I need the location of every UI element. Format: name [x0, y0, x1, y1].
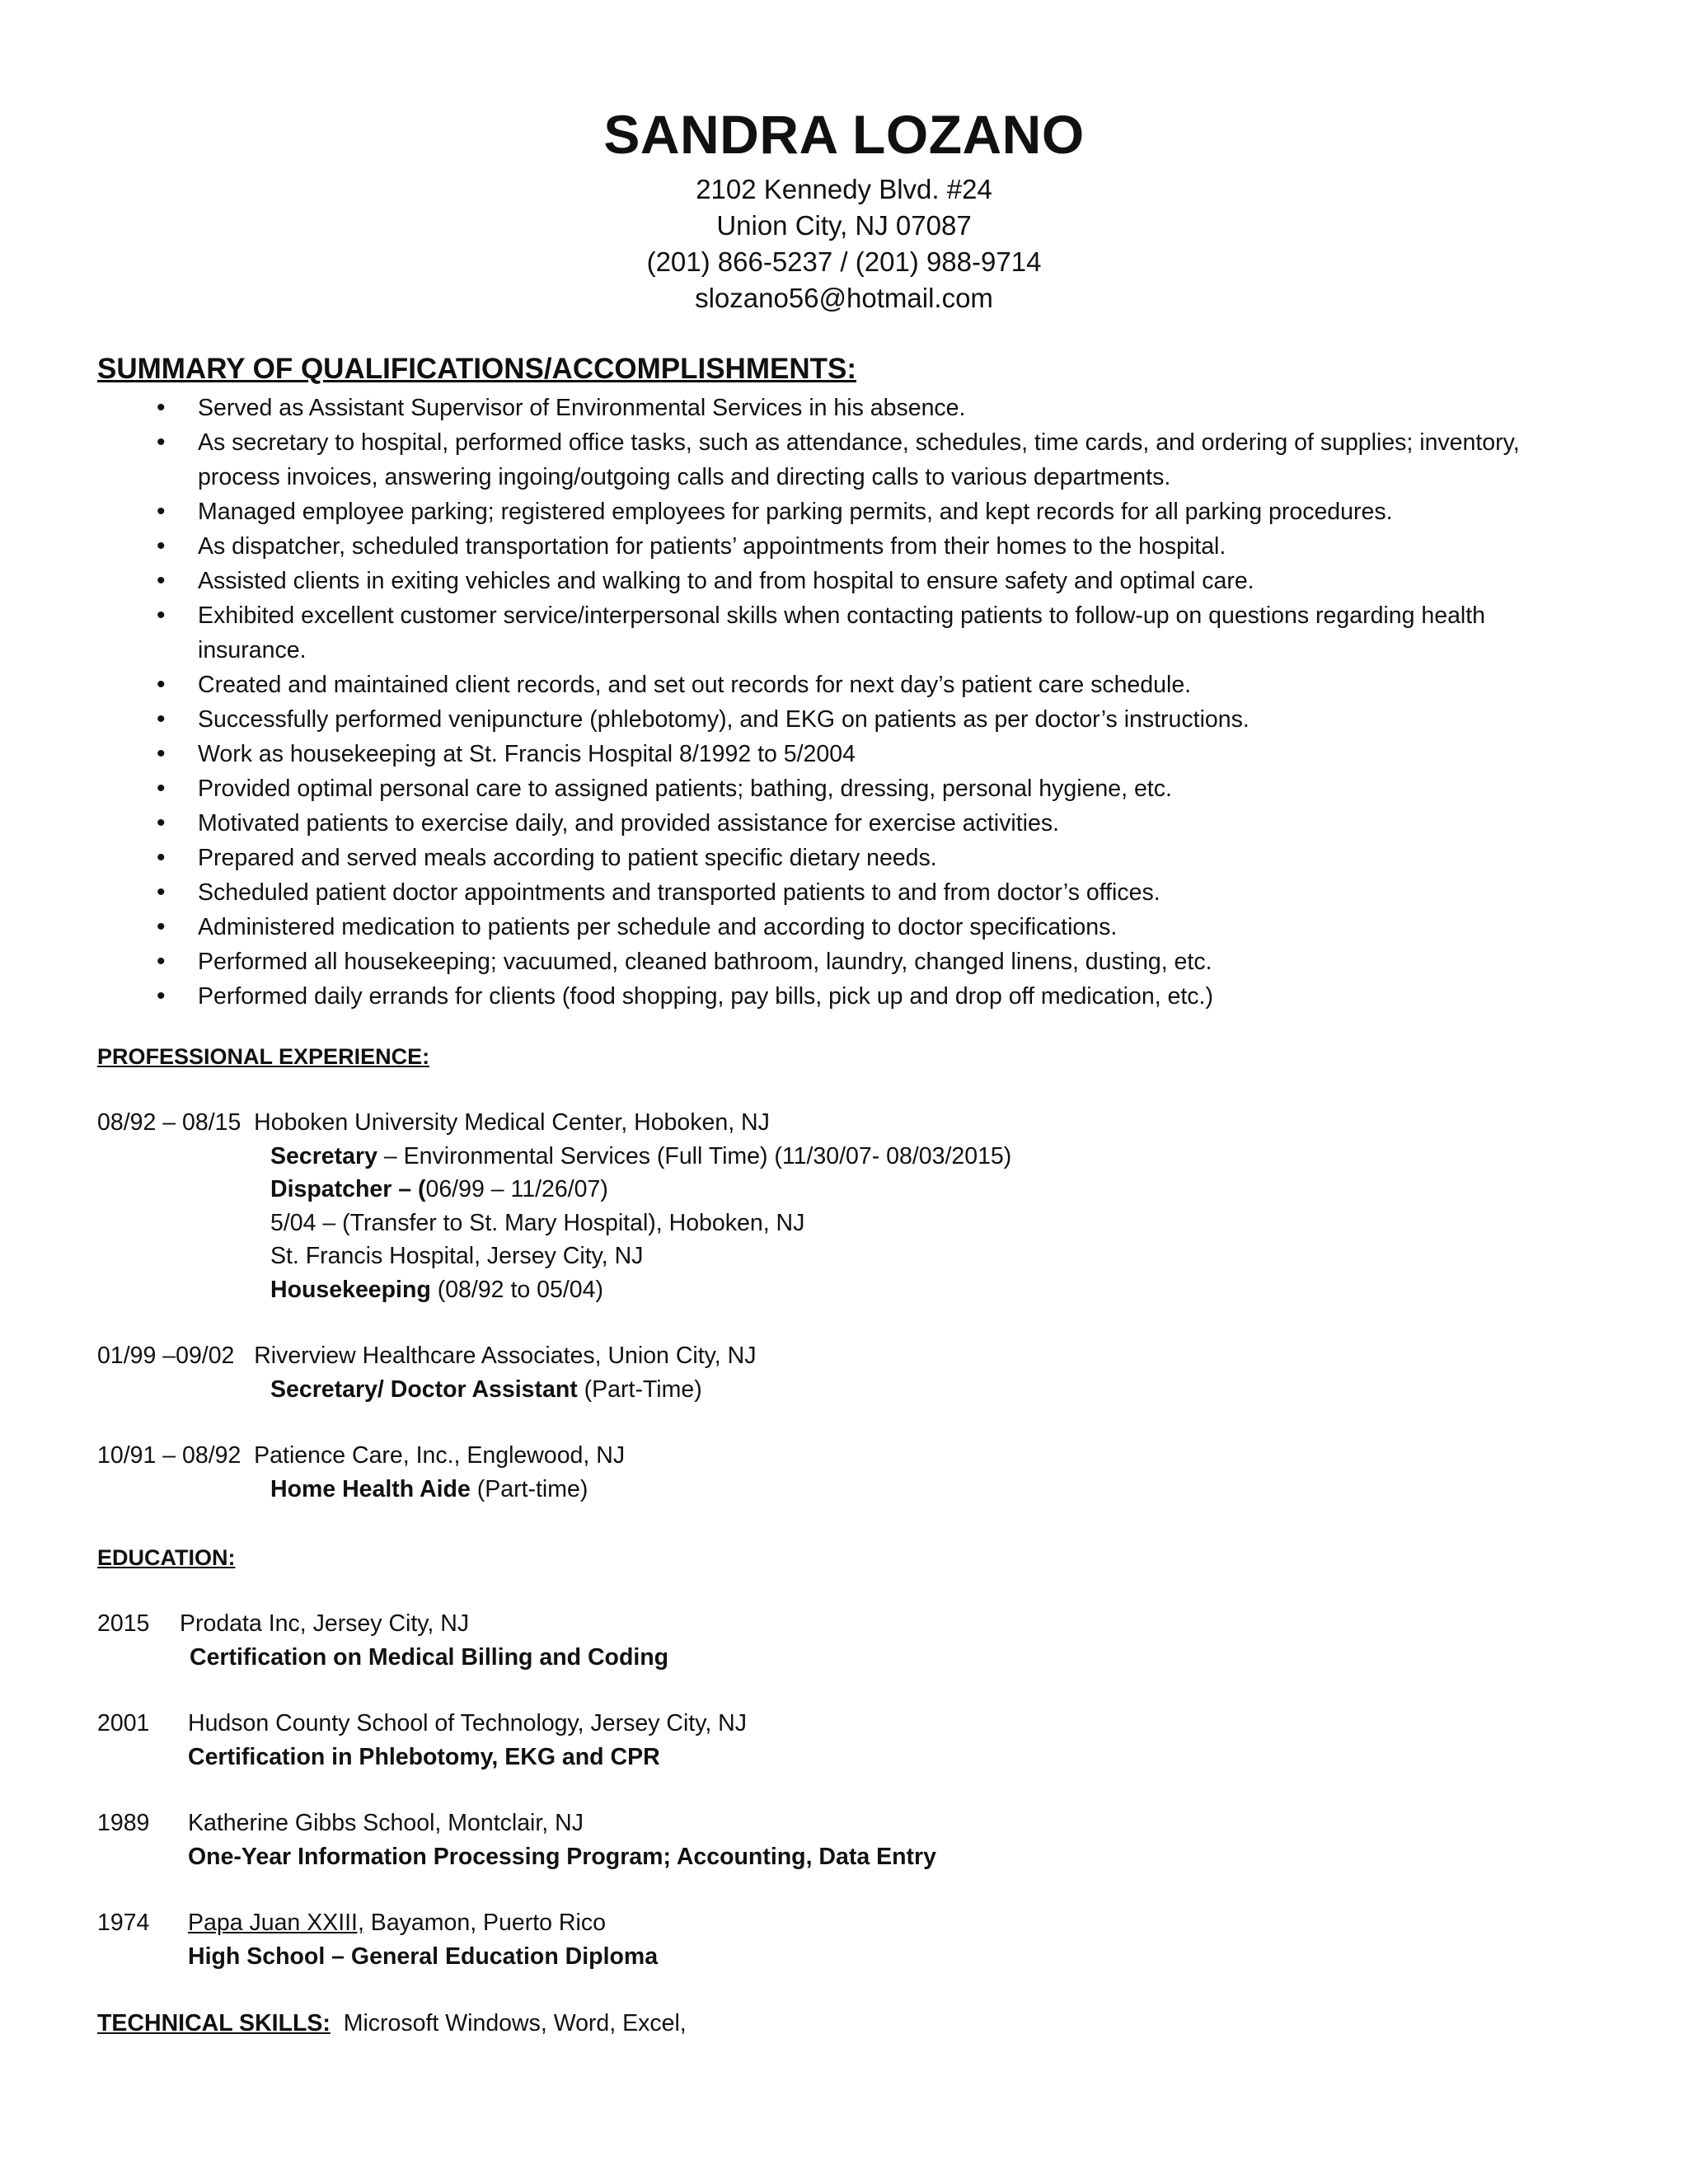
education-school: Papa Juan XXIII,: [188, 1910, 364, 1936]
education-year: 1974: [97, 1910, 150, 1936]
summary-list: [97, 391, 1597, 1014]
list-item: • Exhibited excellent customer service/interpersonal skills when contacting patients to follow-up on questions regarding health insurance.: [97, 598, 1597, 668]
job-header: [97, 1339, 1597, 1373]
job-riverview: [97, 1339, 1597, 1406]
job-title: Housekeeping: [270, 1276, 431, 1303]
list-item: • Assisted clients in exiting vehicles and walking to and from hospital to ensure safety and optimal care.: [97, 564, 1597, 598]
education-year: 1989: [97, 1810, 150, 1836]
email-address: slozano56@hotmail.com: [695, 283, 993, 313]
candidate-name: SANDRA LOZANO: [603, 104, 1085, 165]
job-title-detail: (Part-Time): [577, 1376, 702, 1403]
education-school: Hudson County School of Technology, Jersey City, NJ: [188, 1710, 748, 1736]
education-section: [97, 1541, 1597, 1973]
education-entry: [97, 1906, 1597, 1973]
list-item: • As secretary to hospital, performed office tasks, such as attendance, schedules, time cards, and ordering of supplies; inventory, process invoices, answering ingoing/outgoing calls and directing calls to various departments.: [97, 425, 1597, 494]
list-item: • Prepared and served meals according to patient specific dietary needs.: [97, 841, 1597, 875]
job-title-detail: – Environmental Services (Full Time) (11/30/07- 08/03/2015): [377, 1142, 1012, 1169]
job-location-line: St. Francis Hospital, Jersey City, NJ: [270, 1243, 644, 1269]
summary-heading: SUMMARY OF QUALIFICATIONS/ACCOMPLISHMENTS:: [97, 353, 856, 385]
experience-section: [97, 1040, 1597, 1506]
job-title-detail: 06/99 – 11/26/07): [425, 1176, 608, 1202]
job-title-line: [97, 1173, 1597, 1207]
education-entry: [97, 1607, 1597, 1674]
job-title-line: [97, 1373, 1597, 1407]
list-item: • Provided optimal personal care to assigned patients; bathing, dressing, personal hygiene, etc.: [97, 771, 1597, 806]
summary-section: [97, 349, 1597, 1014]
job-title-detail: (Part-time): [470, 1475, 588, 1502]
education-program: Certification on Medical Billing and Coding: [190, 1643, 669, 1671]
list-item: • Administered medication to patients per schedule and according to doctor specifications.: [97, 910, 1597, 944]
phone-numbers: (201) 866-5237 / (201) 988-9714: [646, 246, 1042, 277]
job-title: Secretary/ Doctor Assistant: [270, 1376, 578, 1403]
job-header: [97, 1106, 1597, 1140]
education-program: High School – General Education Diploma: [188, 1943, 659, 1970]
address-line-1: 2102 Kennedy Blvd. #24: [696, 174, 992, 204]
job-patience-care: [97, 1439, 1597, 1506]
education-year: 2015: [97, 1610, 150, 1637]
job-title: Home Health Aide: [270, 1475, 471, 1502]
education-entry: [97, 1807, 1597, 1873]
technical-skills-section: [97, 2007, 1597, 2040]
list-item: • Motivated patients to exercise daily, and provided assistance for exercise activities.: [97, 806, 1597, 841]
list-item: • Scheduled patient doctor appointments and transported patients to and from doctor’s offices.: [97, 875, 1597, 910]
resume-header: [0, 97, 1688, 316]
education-school-location: Bayamon, Puerto Rico: [363, 1910, 606, 1936]
address-line-2: Union City, NJ 07087: [716, 210, 972, 241]
list-item: • Managed employee parking; registered employees for parking permits, and kept records for all parking procedures.: [97, 494, 1597, 529]
education-program: Certification in Phlebotomy, EKG and CPR: [188, 1743, 660, 1770]
job-dates: 10/91 – 08/92: [97, 1442, 241, 1469]
job-title: Secretary: [270, 1142, 377, 1169]
job-title-line: [97, 1140, 1597, 1174]
job-employer: Patience Care, Inc., Englewood, NJ: [254, 1442, 626, 1469]
list-item: • Performed all housekeeping; vacuumed, cleaned bathroom, laundry, changed linens, dusting, etc.: [97, 944, 1597, 979]
education-entry: [97, 1707, 1597, 1774]
job-header: [97, 1439, 1597, 1473]
list-item: • Served as Assistant Supervisor of Environmental Services in his absence.: [97, 391, 1597, 425]
list-item: • Successfully performed venipuncture (phlebotomy), and EKG on patients as per doctor’s instructions.: [97, 702, 1597, 737]
education-school: Prodata Inc, Jersey City, NJ: [180, 1610, 470, 1637]
education-program: One-Year Information Processing Program; Accounting, Data Entry: [188, 1843, 936, 1870]
job-dates: 01/99 –09/02: [97, 1343, 235, 1369]
job-title-detail: (08/92 to 05/04): [430, 1276, 603, 1303]
job-title-line: [97, 1273, 1597, 1307]
technical-skills-value: Microsoft Windows, Word, Excel,: [330, 2010, 687, 2036]
list-item: • As dispatcher, scheduled transportation for patients’ appointments from their homes to the hospital.: [97, 529, 1597, 564]
education-year: 2001: [97, 1710, 150, 1736]
job-title-line: [97, 1473, 1597, 1507]
list-item: • Performed daily errands for clients (food shopping, pay bills, pick up and drop off medication, etc.): [97, 979, 1597, 1014]
job-employer: Riverview Healthcare Associates, Union City, NJ: [254, 1343, 757, 1369]
experience-heading: PROFESSIONAL EXPERIENCE:: [97, 1044, 430, 1069]
education-heading: EDUCATION:: [97, 1545, 236, 1570]
technical-skills-label: TECHNICAL SKILLS:: [97, 2010, 331, 2036]
job-dates: 08/92 – 08/15: [97, 1109, 241, 1136]
job-employer: Hoboken University Medical Center, Hoboken, NJ: [254, 1109, 770, 1136]
job-transfer-line: 5/04 – (Transfer to St. Mary Hospital), Hoboken, NJ: [270, 1209, 805, 1236]
job-title: Dispatcher – (: [270, 1176, 426, 1202]
job-hoboken: [97, 1106, 1597, 1306]
list-item: • Work as housekeeping at St. Francis Hospital 8/1992 to 5/2004: [97, 737, 1597, 771]
list-item: • Created and maintained client records, and set out records for next day’s patient care schedule.: [97, 668, 1597, 702]
education-school: Katherine Gibbs School, Montclair, NJ: [188, 1810, 584, 1836]
